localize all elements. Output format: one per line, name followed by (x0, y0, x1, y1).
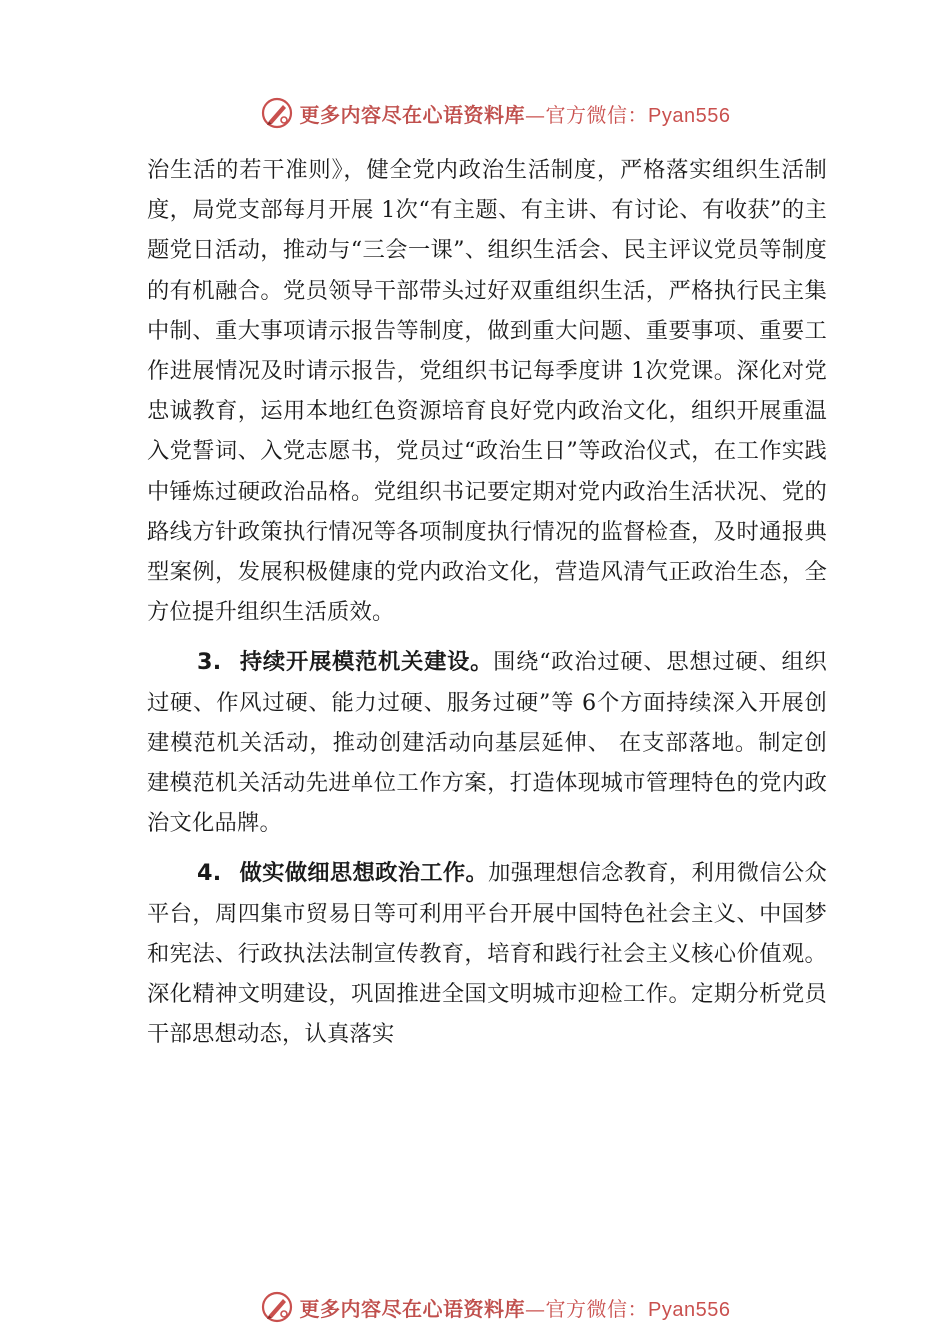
section-3-paragraph (147, 642, 827, 843)
section-3-text: 围绕“政治过硬、思想过硬、组织过硬、作风过硬、能力过硬、服务过硬”等 6个方面持续深入开展创建模范机关活动，推动创建活动向基层延伸、 在支部落地。制定创建模范机关活动先进单位工作方案，打造体现城市管理特色的党内政治文化品牌。 (147, 649, 827, 837)
header-banner-inner (260, 96, 731, 130)
section-3-heading: 持续开展模范机关建设。 (239, 649, 494, 676)
brand-name: 更多内容尽在心语资料库 (299, 1296, 526, 1321)
body-paragraph-1: 治生活的若干准则》，健全党内政治生活制度，严格落实组织生活制度，局党支部每月开展 1次“有主题、有主讲、有讨论、有收获”的主题党日活动，推动与“三会一课”、组织生活会、民主评议党员等制度的有机融合。党员领导干部带头过好双重组织生活，严格执行民主集中制、重大事项请示报告等制度，做到重大问题、重要事项、重要工作进展情况及时请示报告，党组织书记每季度讲 1次党课。深化对党忠诚教育，运用本地红色资源培育良好党内政治文化，组织开展重温入党誓词、入党志愿书，党员过“政治生日”等政治仪式，在工作实践中锤炼过硬政治品格。党组织书记要定期对党内政治生活状况、党的路线方针政策执行情况等各项制度执行情况的监督检查，及时通报典型案例，发展积极健康的党内政治文化，营造风清气正政治生态，全方位提升组织生活质效。 (147, 157, 827, 626)
wechat-label: 官方微信： (545, 1296, 649, 1321)
brand-name: 更多内容尽在心语资料库 (299, 102, 526, 127)
brand-dash: — (525, 102, 546, 127)
header-banner-text (300, 99, 731, 128)
wechat-id: Pyan556 (648, 1298, 731, 1321)
wechat-label: 官方微信： (545, 102, 649, 127)
pen-seal-icon (260, 96, 294, 130)
section-4-heading: 做实做细思想政治工作。 (239, 860, 489, 887)
section-3-number: 3. (197, 649, 222, 676)
footer-banner (0, 1287, 950, 1327)
section-4-paragraph (147, 853, 827, 1054)
section-4-number: 4. (197, 860, 222, 887)
footer-banner-inner (260, 1290, 731, 1324)
footer-banner-text (300, 1293, 731, 1322)
header-banner (0, 93, 950, 133)
section-4-text: 加强理想信念教育，利用微信公众平台，周四集市贸易日等可利用平台开展中国特色社会主义、中国梦和宪法、行政执法法制宣传教育，培育和践行社会主义核心价值观。深化精神文明建设，巩固推进全国文明城市迎检工作。定期分析党员干部思想动态，认真落实 (147, 860, 827, 1048)
pen-seal-icon (260, 1290, 294, 1324)
wechat-id: Pyan556 (648, 104, 731, 127)
document-body (147, 150, 827, 1054)
brand-dash: — (525, 1296, 546, 1321)
